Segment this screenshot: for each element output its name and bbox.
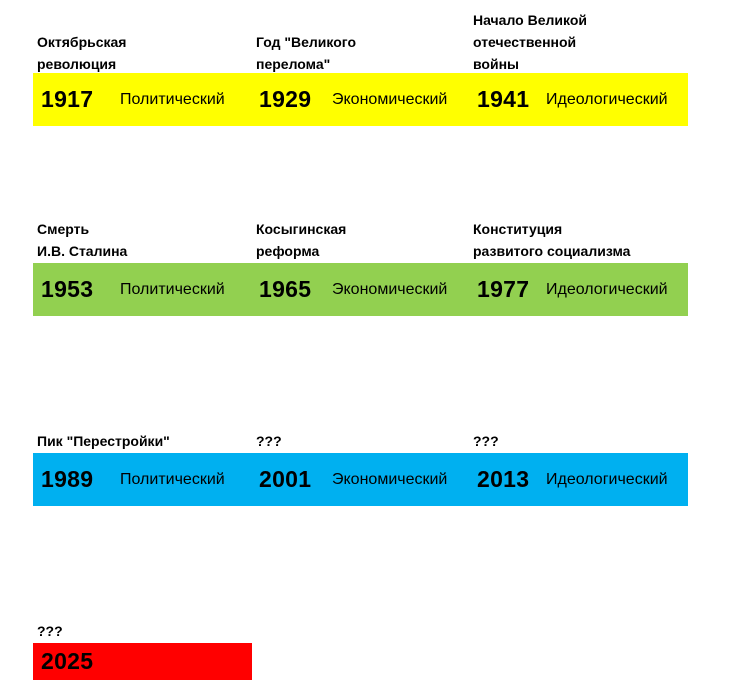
type-2001: Экономический (332, 470, 448, 488)
type-1941: Идеологический (546, 90, 668, 108)
type-1977: Идеологический (546, 280, 668, 298)
year-1917: 1917 (41, 86, 94, 112)
type-1989: Политический (120, 470, 225, 488)
year-1989: 1989 (41, 466, 94, 492)
caption-1977: Конституция развитого социализма (473, 221, 631, 259)
row-4-band (33, 643, 252, 680)
type-1929: Экономический (332, 90, 448, 108)
type-1965: Экономический (332, 280, 448, 298)
row-1-band (33, 73, 688, 126)
type-1917: Политический (120, 90, 225, 108)
type-2013: Идеологический (546, 470, 668, 488)
year-2025: 2025 (41, 648, 94, 674)
caption-1917: Октябрьская революция (37, 34, 127, 72)
caption-2001: ??? (256, 433, 282, 449)
year-2001: 2001 (259, 466, 312, 492)
year-1941: 1941 (477, 86, 530, 112)
caption-1989: Пик "Перестройки" (37, 433, 170, 449)
year-1965: 1965 (259, 276, 312, 302)
year-2013: 2013 (477, 466, 530, 492)
year-1929: 1929 (259, 86, 312, 112)
year-1953: 1953 (41, 276, 94, 302)
caption-2013: ??? (473, 433, 499, 449)
caption-2025: ??? (37, 623, 63, 639)
row-2-band (33, 263, 688, 316)
row-3-band (33, 453, 688, 506)
caption-1941: Начало Великой отечественной войны (473, 12, 587, 72)
caption-1929: Год "Великого перелома" (256, 34, 356, 72)
year-1977: 1977 (477, 276, 530, 302)
caption-1953: Смерть И.В. Сталина (37, 221, 128, 259)
caption-1965: Косыгинская реформа (256, 221, 347, 259)
type-1953: Политический (120, 280, 225, 298)
